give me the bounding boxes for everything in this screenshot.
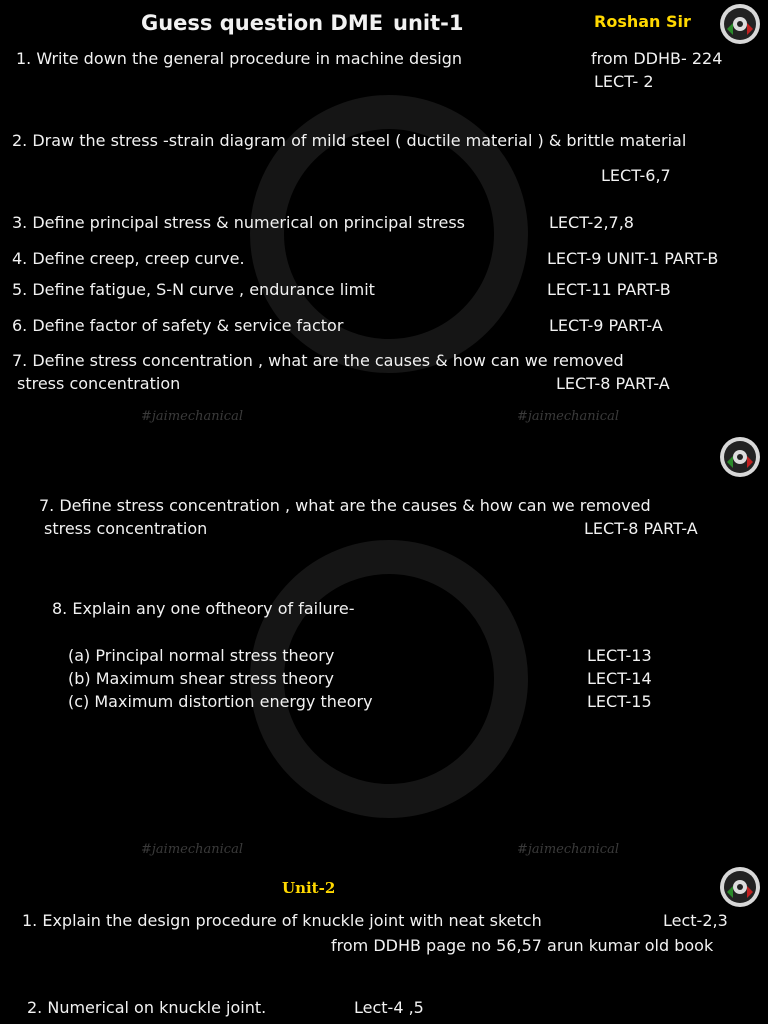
question-text: 1. Write down the general procedure in machine design: [16, 49, 463, 68]
question-ref: LECT-2,7,8: [549, 213, 634, 232]
sub-question-ref: LECT-14: [587, 669, 652, 688]
question-ref: from DDHB- 224: [591, 49, 723, 68]
question-ref: LECT- 2: [594, 72, 654, 91]
sub-question-text: (b) Maximum shear stress theory: [68, 669, 334, 688]
question-text: 4. Define creep, creep curve.: [12, 249, 245, 268]
sub-question-text: (c) Maximum distortion energy theory: [68, 692, 373, 711]
question-text: 3. Define principal stress & numerical on principal stress: [12, 213, 466, 232]
question-text: 5. Define fatigue, S-N curve , endurance limit: [12, 280, 375, 299]
question-text: 8. Explain any one oftheory of failure-: [52, 599, 355, 618]
watermark-text: #jaimechanical: [517, 842, 619, 857]
watermark-text: #jaimechanical: [141, 409, 243, 424]
question-ref: LECT-9 UNIT-1 PART-B: [547, 249, 719, 268]
unit-2-heading: Unit-2: [282, 879, 336, 897]
sub-question-ref: LECT-15: [587, 692, 652, 711]
question-text: 2. Numerical on knuckle joint.: [27, 998, 267, 1017]
question-text: 1. Explain the design procedure of knuckle joint with neat sketch: [22, 911, 542, 930]
question-ref: Lect-2,3: [663, 911, 728, 930]
unit-label: unit-1: [393, 11, 464, 35]
question-ref: LECT-8 PART-A: [556, 374, 670, 393]
question-ref: LECT-8 PART-A: [584, 519, 698, 538]
question-text: 7. Define stress concentration , what are the causes & how can we removed: [12, 351, 624, 370]
jai-mechanical-logo: [719, 866, 761, 908]
author-name: Roshan Sir: [594, 12, 691, 31]
question-text: 7. Define stress concentration , what are the causes & how can we removed: [39, 496, 651, 515]
watermark-text: #jaimechanical: [141, 842, 243, 857]
question-text-continued: stress concentration: [17, 374, 181, 393]
question-ref: from DDHB page no 56,57 arun kumar old book: [331, 936, 714, 955]
sub-question-text: (a) Principal normal stress theory: [68, 646, 335, 665]
watermark-text: #jaimechanical: [517, 409, 619, 424]
page-title: Guess question DME: [141, 11, 384, 35]
question-text-continued: stress concentration: [44, 519, 208, 538]
jai-mechanical-logo: [719, 3, 761, 45]
sub-question-ref: LECT-13: [587, 646, 652, 665]
question-text: 6. Define factor of safety & service factor: [12, 316, 344, 335]
question-ref: LECT-6,7: [601, 166, 671, 185]
question-ref: LECT-9 PART-A: [549, 316, 663, 335]
question-ref: LECT-11 PART-B: [547, 280, 671, 299]
question-text: 2. Draw the stress -strain diagram of mild steel ( ductile material ) & brittle material: [12, 131, 687, 150]
jai-mechanical-logo: [719, 436, 761, 478]
question-ref: Lect-4 ,5: [354, 998, 424, 1017]
